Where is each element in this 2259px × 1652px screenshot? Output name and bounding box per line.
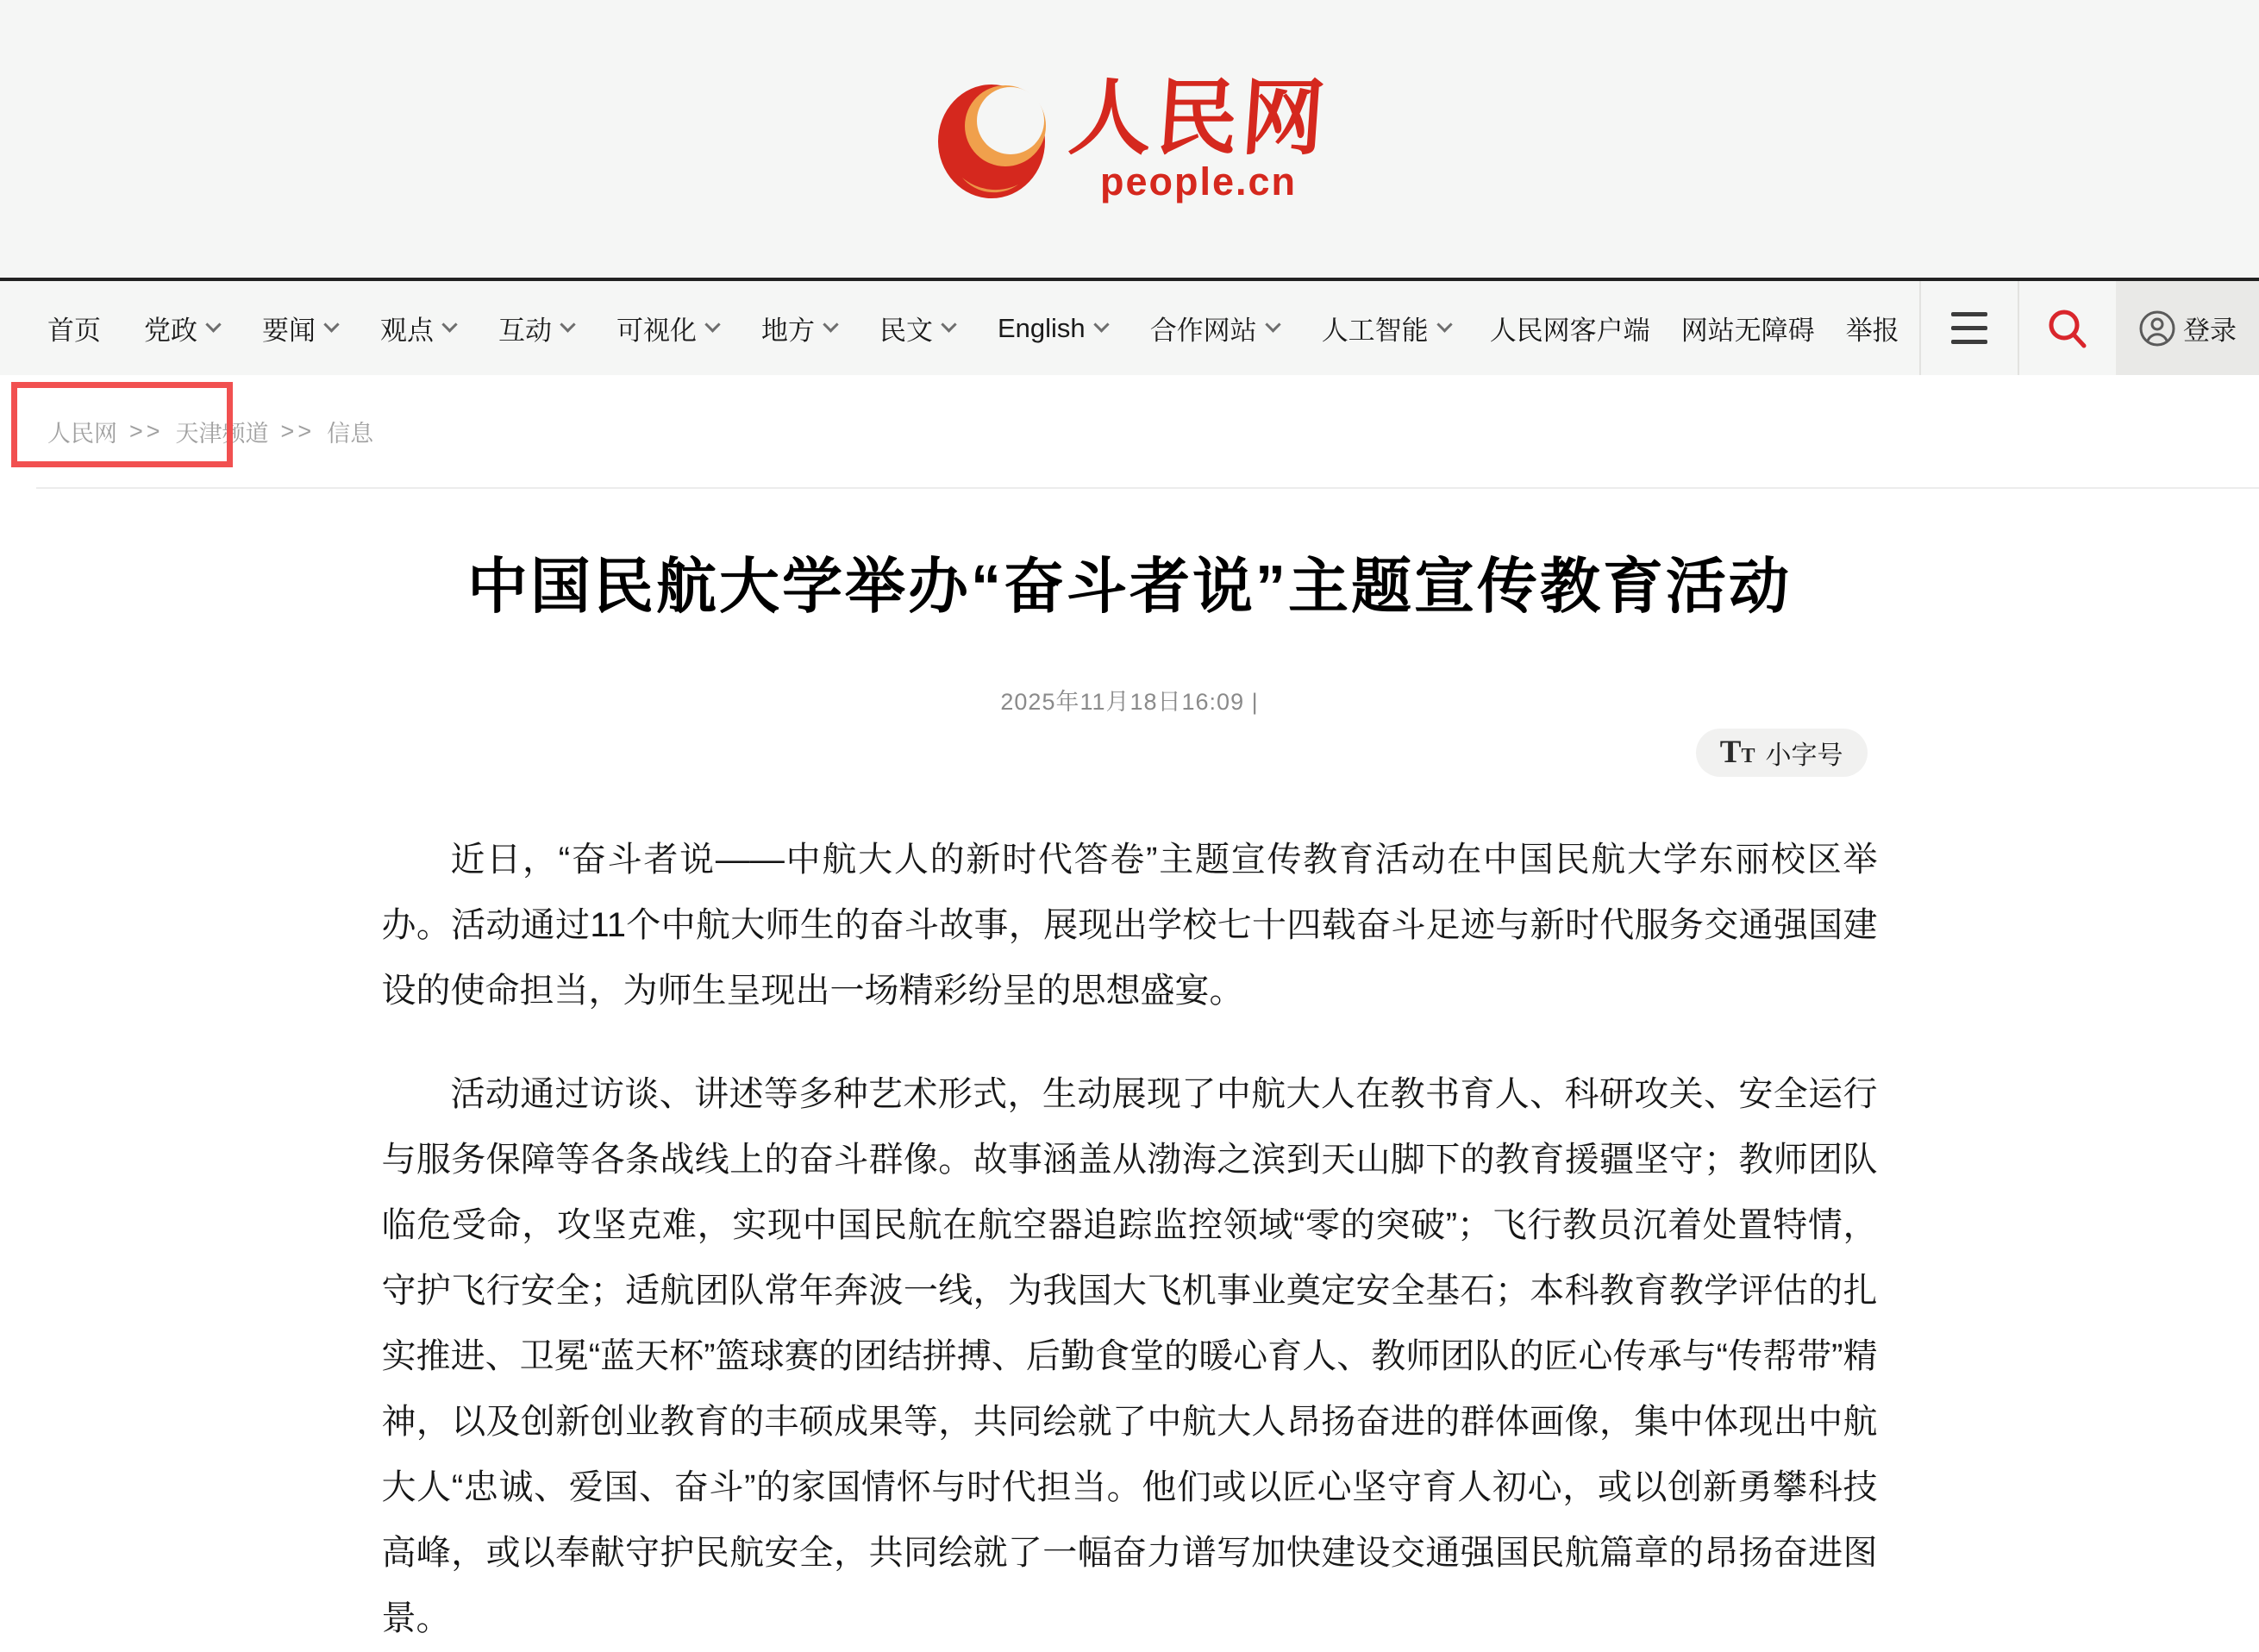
chevron-down-icon	[823, 316, 838, 332]
user-icon	[2138, 310, 2176, 347]
breadcrumb-link-tianjin-channel[interactable]: 天津频道	[175, 420, 269, 447]
page-title: 中国民航大学举办“奋斗者说”主题宣传教育活动	[467, 553, 1792, 620]
nav-item-label: 观点	[380, 316, 434, 346]
nav-item-top-news[interactable]	[262, 309, 337, 347]
site-header	[0, 0, 2259, 278]
search-button[interactable]	[2019, 281, 2116, 375]
main-nav	[0, 278, 2259, 375]
nav-links	[1490, 281, 1899, 375]
nav-link-report[interactable]: 举报	[1845, 316, 1899, 346]
nav-item-label: 可视化	[616, 316, 697, 346]
nav-item-label: 人工智能	[1321, 316, 1429, 346]
text-size-icon: TT	[1719, 735, 1755, 771]
nav-item-partner-sites[interactable]	[1150, 309, 1279, 347]
nav-item-party-politics[interactable]	[144, 309, 219, 347]
chevron-down-icon	[1093, 316, 1109, 332]
chevron-down-icon	[441, 316, 457, 332]
chevron-down-icon	[1265, 316, 1280, 332]
chevron-down-icon	[1436, 316, 1452, 332]
nav-link-app-client[interactable]: 人民网客户端	[1489, 316, 1650, 346]
content-divider	[36, 487, 2259, 489]
breadcrumb-link-info[interactable]: 信息	[327, 420, 374, 447]
nav-link-accessibility[interactable]: 网站无障碍	[1680, 316, 1815, 346]
article-paragraph: 近日，“奋斗者说——中航大人的新时代答卷”主题宣传教育活动在中国民航大学东丽校区举办。活动通过11个中航大师生的奋斗故事，展现出学校七十四载奋斗足迹与新时代服务交通强国建设的使命担当，为师生呈现出一场精彩纷呈的思想盛宴。	[381, 840, 1878, 1010]
article-body	[382, 827, 1878, 1651]
font-size-button-label: 小字号	[1765, 741, 1843, 770]
nav-item-ai[interactable]	[1322, 309, 1450, 347]
chevron-down-icon	[941, 316, 956, 332]
nav-item-interaction[interactable]	[498, 309, 573, 347]
nav-item-visualization[interactable]	[616, 309, 718, 347]
search-icon	[2045, 306, 2090, 351]
chevron-down-icon	[560, 316, 575, 332]
nav-item-label: 地方	[761, 316, 815, 346]
nav-item-label: 首页	[47, 316, 101, 346]
login-label: 登录	[2183, 316, 2237, 346]
nav-item-label: 民文	[879, 316, 933, 346]
chevron-down-icon	[205, 316, 221, 332]
article	[382, 551, 1878, 1651]
nav-item-label: 要闻	[262, 316, 316, 346]
site-logo[interactable]	[931, 72, 1331, 204]
chevron-down-icon	[323, 316, 339, 332]
logo-text	[1066, 72, 1331, 204]
peoples-daily-logo-icon	[931, 74, 1054, 203]
nav-right-controls	[1919, 281, 2259, 375]
hamburger-icon	[1951, 312, 1987, 344]
article-paragraph: 活动通过访谈、讲述等多种艺术形式，生动展现了中航大人在教书育人、科研攻关、安全运行与服务保障等各条战线上的奋斗群像。故事涵盖从渤海之滨到天山脚下的教育援疆坚守；教师团队临危受命，攻坚克难，实现中国民航在航空器追踪监控领域“零的突破”；飞行教员沉着处置特情，守护飞行安全；适航团队常年奔波一线，为我国大飞机事业奠定安全基石；本科教育教学评估的扎实推进、卫冕“蓝天杯”篮球赛的团结拼搏、后勤食堂的暖心育人、教师团队的匠心传承与“传帮带”精神，以及创新创业教育的丰硕成果等，共同绘就了中航大人昂扬奋进的群体画像，集中体现出中航大人“忠诚、爱国、奋斗”的家国情怀与时代担当。他们或以匠心坚守育人初心，或以创新勇攀科技高峰，或以奉献守护民航安全，共同绘就了一幅奋力谱写加快建设交通强国民航篇章的昂扬奋进图景。	[381, 1074, 1878, 1637]
breadcrumb-link-people[interactable]: 人民网	[47, 420, 117, 447]
nav-item-local[interactable]	[761, 309, 836, 347]
logo-en-text: people.cn	[1099, 159, 1298, 203]
article-toolbar	[382, 729, 1878, 777]
article-date: 2025年11月18日16:09 |	[1000, 688, 1259, 715]
nav-item-label: English	[998, 312, 1086, 343]
breadcrumb	[0, 375, 2259, 487]
menu-button[interactable]	[1921, 281, 2018, 375]
nav-item-label: 党政	[144, 316, 197, 346]
breadcrumb-separator: >>	[129, 417, 164, 444]
logo-cn-text: 人民网	[1066, 72, 1331, 166]
nav-item-opinions[interactable]	[380, 309, 455, 347]
breadcrumb-separator: >>	[280, 417, 316, 444]
nav-item-home[interactable]	[47, 309, 101, 347]
login-button[interactable]	[2116, 281, 2259, 375]
nav-item-minority-languages[interactable]	[879, 309, 954, 347]
nav-item-label: 合作网站	[1149, 316, 1257, 346]
nav-item-label: 互动	[498, 316, 552, 346]
chevron-down-icon	[704, 316, 720, 332]
nav-list	[0, 281, 1450, 375]
nav-item-english[interactable]	[998, 313, 1107, 344]
font-size-button[interactable]	[1696, 729, 1868, 777]
